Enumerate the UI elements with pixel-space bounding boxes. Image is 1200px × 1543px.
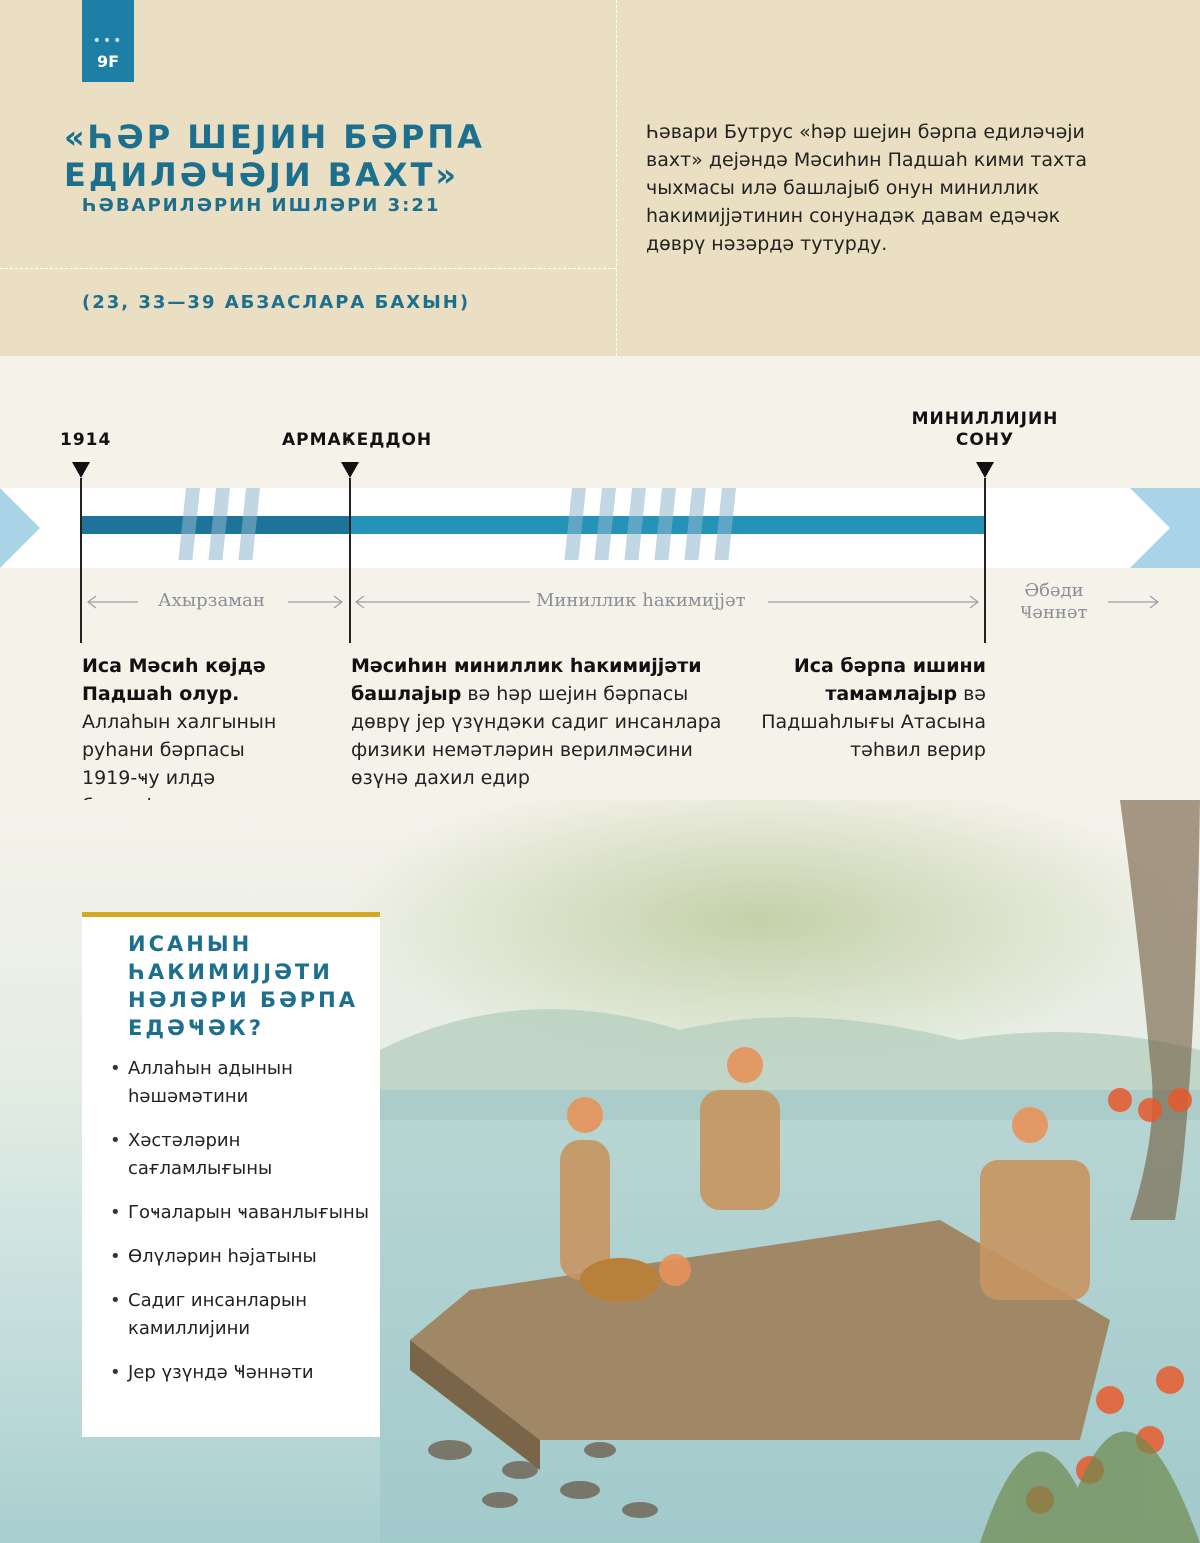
event-text: Аллаһын халгынын руһани бәрпасы 1919-ҹу илдә	[82, 711, 277, 789]
timeline-graphic	[0, 488, 1200, 568]
timeline-end-arrow	[1130, 488, 1200, 568]
marker-line-armageddon	[349, 478, 351, 643]
timeline-start-arrow	[0, 488, 40, 568]
event-1914	[82, 652, 302, 820]
intro-text: Һәвари Бутрус «һәр шејин бәрпа едиләчәји вахт» дејәндә Мәсиһин Падшаһ кими тахта чыхмасы илә башлајыб онун миниллик һакимијјәтинин сонунадәк давам едәчәк дөврү нәзәрдә тутурду.	[646, 121, 1088, 255]
list-item: • Јер үзүндә Ҹәннәти	[110, 1359, 370, 1387]
period-millennium: Миниллик һакимијјәт	[536, 590, 746, 611]
list-item: • Гоҹаларын ҹаванлығыны	[110, 1199, 370, 1227]
page-title: «ҺӘР ШЕЈИН БӘРПА ЕДИЛӘЧӘЈИ ВАХТ»	[64, 118, 485, 194]
event-title: Мәсиһин миниллик һакимијјәти башлајыр	[351, 655, 702, 705]
marker-triangle-icon	[72, 462, 90, 478]
paragraph-reference: (23, 33—39 АБЗАСЛАРА БАХЫН)	[82, 292, 471, 313]
header-divider-horizontal	[0, 268, 616, 269]
marker-triangle-icon	[976, 462, 994, 478]
event-title: Иса Мәсиһ көјдә Падшаһ олур.	[82, 655, 266, 705]
event-text: вә һәр шејин бәрпасы дөврү јер үзүндәки садиг инсанлара физики немәтләрин верилмәсини өзүнә дахил едир	[351, 683, 722, 789]
section-badge	[82, 0, 134, 82]
list-item: • Хәстәләрин сағламлығыны	[110, 1127, 370, 1183]
period-eternal-paradise: Әбәди Ҹәннәт	[1020, 580, 1088, 623]
marker-label-millennium-end: МИНИЛЛИЈИН СОНУ	[911, 409, 1059, 450]
list-item: • Аллаһын адынын һәшәмәтини	[110, 1055, 370, 1111]
event-text: вә Падшаһлығы Атасына тәһвил верир	[761, 683, 986, 761]
list-item: • Өлүләрин һәјатыны	[110, 1243, 370, 1271]
marker-triangle-icon	[341, 462, 359, 478]
restoration-list	[110, 1055, 370, 1403]
badge-number: 9F	[96, 52, 120, 71]
list-item: • Садиг инсанларын камиллијини	[110, 1287, 370, 1343]
marker-line-millennium-end	[984, 478, 986, 643]
scripture-reference: ҺӘВАРИЛӘРИН ИШЛӘРИ 3:21	[82, 195, 441, 216]
marker-label-1914: 1914	[60, 430, 112, 450]
event-armageddon	[351, 652, 741, 792]
marker-label-armageddon: АРМАҜЕДДОН	[282, 430, 433, 450]
event-title: Иса бәрпа ишини тамамлајыр	[793, 655, 986, 705]
time-break-marks-1	[178, 488, 260, 560]
dots-icon: •••	[92, 33, 124, 49]
header-divider-vertical	[616, 0, 617, 356]
marker-line-1914	[80, 478, 82, 643]
box-title: ИСАНЫН ҺАКИМИЈЈӘТИ НӘЛӘРИ БӘРПА ЕДӘҸӘК?	[128, 932, 359, 1040]
event-millennium-end	[756, 652, 986, 764]
period-last-days: Ахырзаман	[158, 590, 265, 611]
